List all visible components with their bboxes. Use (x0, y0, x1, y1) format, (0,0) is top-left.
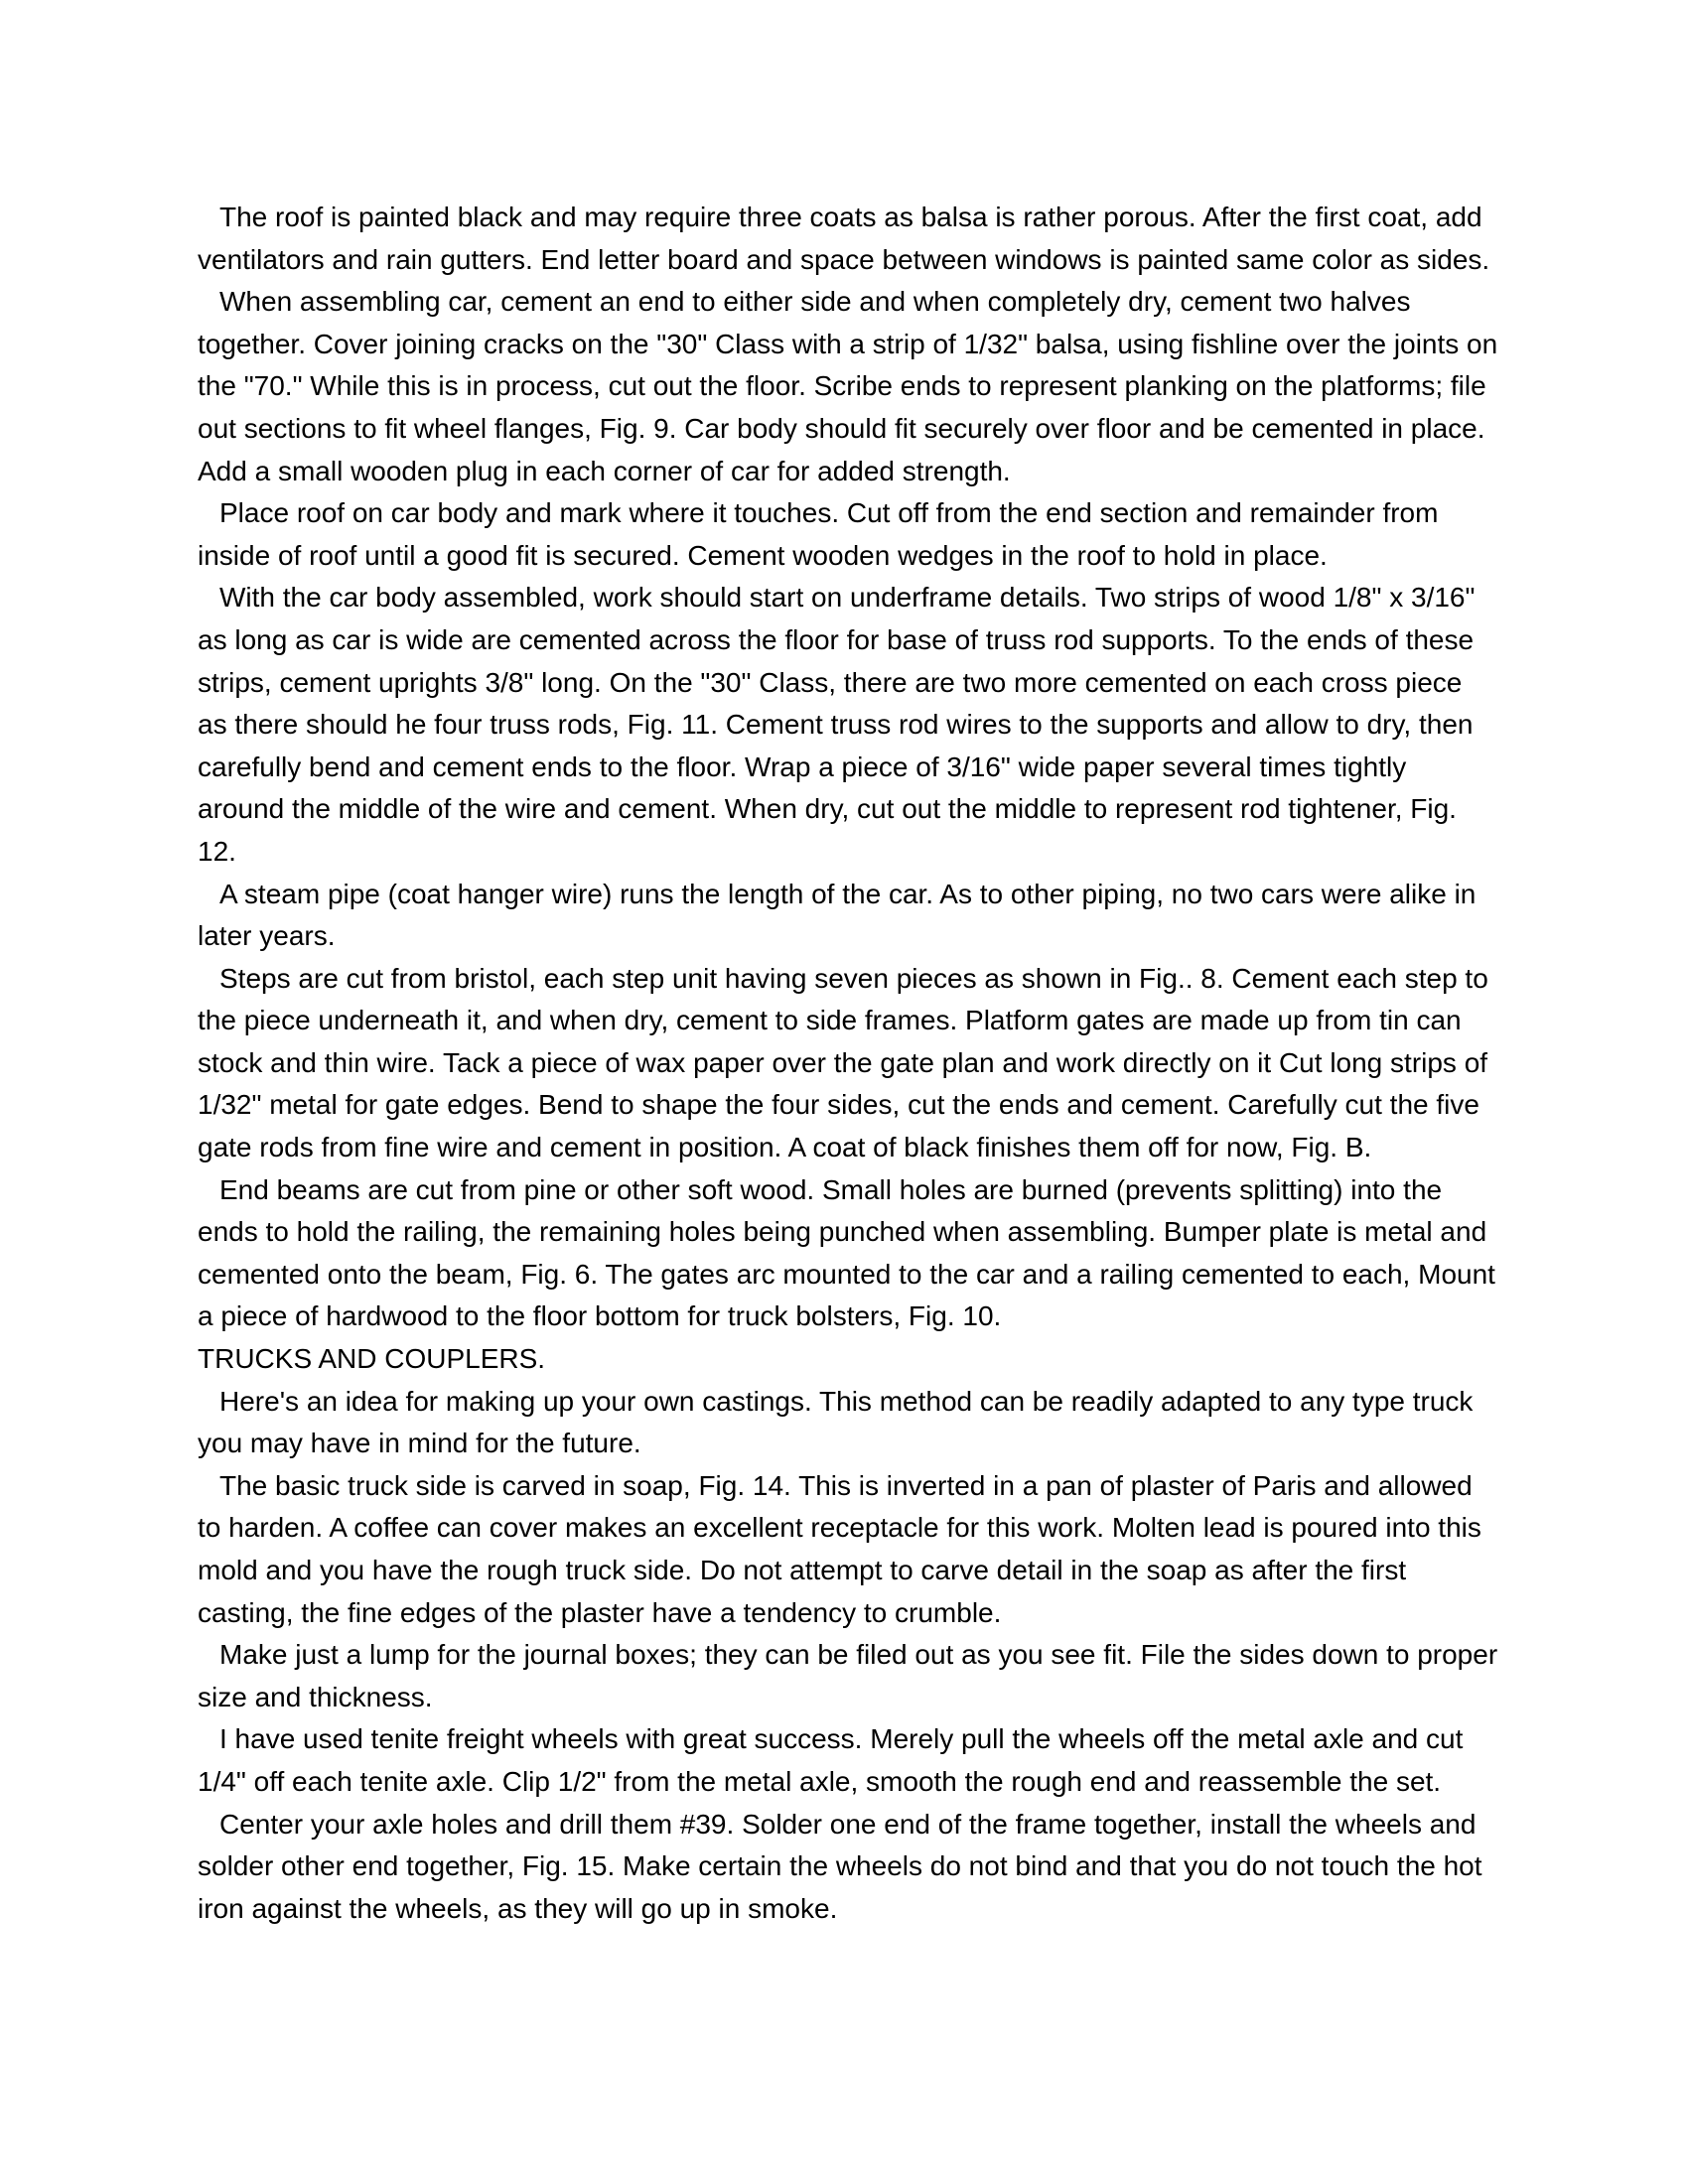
paragraph-axle-holes: Center your axle holes and drill them #39. Solder one end of the frame together, install the wheels and solder other end together, Fig. 15. Make certain the wheels do not bind and that you do not touch the hot iron against the wheels, as they will go up in smoke. (198, 1808, 1482, 1924)
paragraph-truck-side-soap: The basic truck side is carved in soap, Fig. 14. This is inverted in a pan of plaster of Paris and allowed to harden. A coffee can cover makes an excellent receptacle for this work. Molten lead is poured into this mold and you have the rough truck side. Do not attempt to carve detail in the soap as after the first casting, the fine edges of the plaster have a tendency to crumble. (198, 1469, 1481, 1628)
section-heading-trucks-couplers: TRUCKS AND COUPLERS. (198, 1343, 546, 1375)
paragraph-steps-and-gates: Steps are cut from bristol, each step unit having seven pieces as shown in Fig.. 8. Cement each step to the piece underneath it, and when dry, cement to side frames. Platform gates are made up from tin can stock and thin wire. Tack a piece of wax paper over the gate plan and work directly on it Cut long strips of 1/32" metal for gate edges. Bend to shape the four sides, cut the ends and cement. Carefully cut the five gate rods from fine wire and cement in position. A coat of black finishes them off for now, Fig. B. (198, 962, 1488, 1163)
paragraph-steam-pipe: A steam pipe (coat hanger wire) runs the length of the car. As to other piping, no two cars were alike in later years. (198, 878, 1477, 952)
document-page (198, 197, 1498, 1930)
paragraph-castings-idea: Here's an idea for making up your own castings. This method can be readily adapted to any type truck you may have in mind for the future. (198, 1385, 1474, 1459)
paragraph-assembling-car: When assembling car, cement an end to either side and when completely dry, cement two halves together. Cover joining cracks on the "30" Class with a strip of 1/32" balsa, using fishline over the joints on the "70." While this is in process, cut out the floor. Scribe ends to represent planking on the platforms; file out sections to fit wheel flanges, Fig. 9. Car body should fit securely over floor and be cemented in place. Add a small wooden plug in each corner of car for added strength. (198, 286, 1498, 486)
paragraph-end-beams: End beams are cut from pine or other soft wood. Small holes are burned (prevents splitting) into the ends to hold the railing, the remaining holes being punched when assembling. Bumper plate is metal and cemented onto the beam, Fig. 6. The gates arc mounted to the car and a railing cemented to each, Mount a piece of hardwood to the floor bottom for truck bolsters, Fig. 10. (198, 1173, 1495, 1332)
paragraph-underframe-details: With the car body assembled, work should start on underframe details. Two strips of wood 1/8" x 3/16" as long as car is wide are cemented across the floor for base of truss rod supports. To the ends of these strips, cement uprights 3/8" long. On the "30" Class, there are two more cemented on each cross piece as there should he four truss rods, Fig. 11. Cement truss rod wires to the supports and allow to dry, then carefully bend and cement ends to the floor. Wrap a piece of 3/16" wide paper several times tightly around the middle of the wire and cement. When dry, cut out the middle to represent rod tightener, Fig. 12. (198, 582, 1476, 867)
paragraph-journal-boxes: Make just a lump for the journal boxes; they can be filed out as you see fit. File the sides down to proper size and thickness. (198, 1639, 1498, 1712)
paragraph-roof-fitting: Place roof on car body and mark where it touches. Cut off from the end section and remainder from inside of roof until a good fit is secured. Cement wooden wedges in the roof to hold in place. (198, 497, 1439, 571)
paragraph-roof-painting: The roof is painted black and may require three coats as balsa is rather porous. After the first coat, add ventilators and rain gutters. End letter board and space between windows is painted same color as sides. (198, 202, 1490, 275)
paragraph-tenite-wheels: I have used tenite freight wheels with great success. Merely pull the wheels off the metal axle and cut 1/4" off each tenite axle. Clip 1/2" from the metal axle, smooth the rough end and reassemble the set. (198, 1723, 1464, 1797)
